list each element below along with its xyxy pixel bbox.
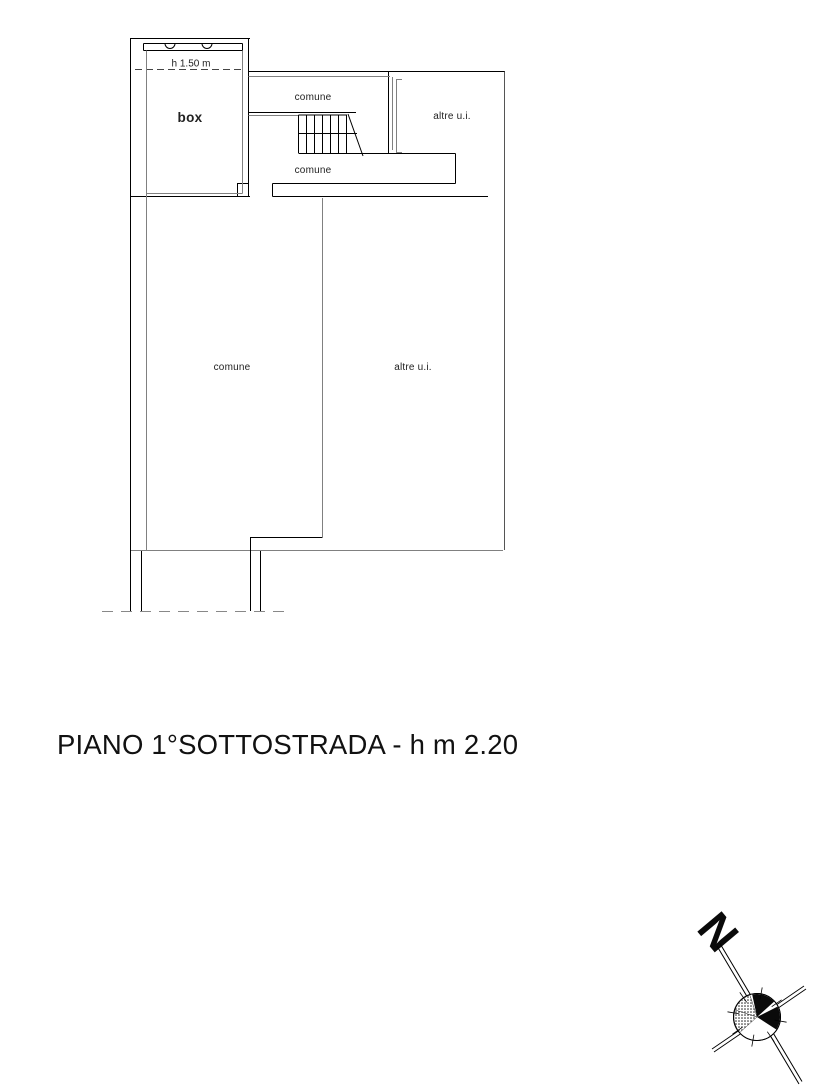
door-hinge-icon [165,44,212,49]
room-label-altre-ui-main: altre u.i. [394,362,432,373]
room-labels [172,59,471,374]
room-label-comune-upper: comune [294,92,332,103]
drawing-title: PIANO 1°SOTTOSTRADA - h m 2.20 [57,729,519,760]
room-label-comune-main: comune [213,362,251,373]
staircase [299,114,364,156]
garage-door [144,44,243,51]
inner-gray-walls [131,51,503,551]
pillars [142,538,323,612]
stairs-cut-line [348,114,363,156]
compass-rose [688,902,806,1084]
plan-walls [102,39,505,612]
height-note-label: h 1.50 m [171,58,211,70]
wall-bracket [397,80,403,153]
room-step [251,538,323,612]
room-label-altre-ui-upper: altre u.i. [433,111,471,122]
north-label: N [687,902,749,962]
room-label-comune-lower: comune [294,165,332,176]
room-label-box: box [177,110,203,125]
